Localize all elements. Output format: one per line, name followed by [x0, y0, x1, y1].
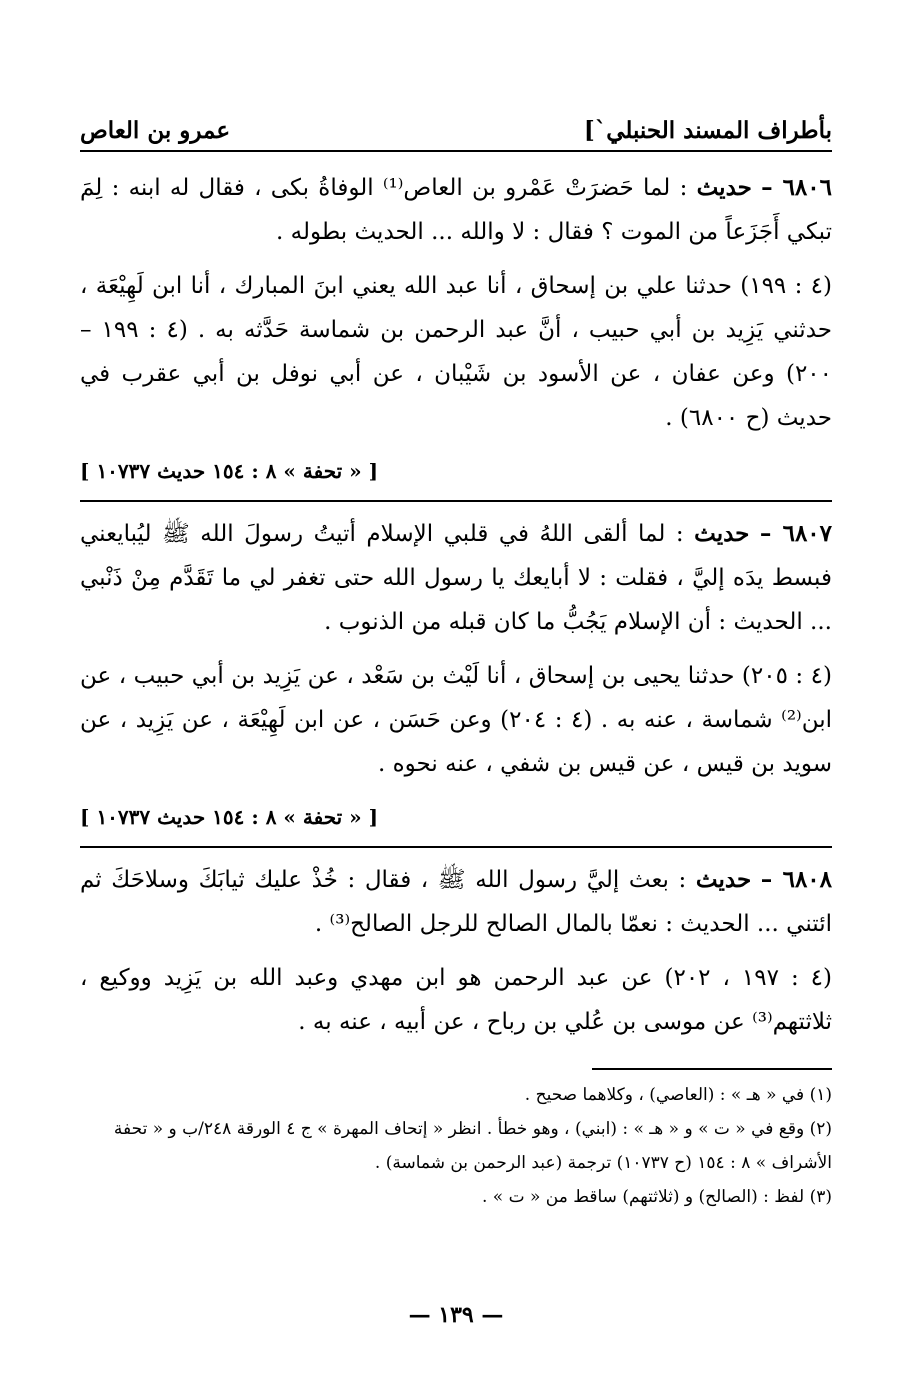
- isnad-6806: (٤ : ١٩٩) حدثنا علي بن إسحاق ، أنا عبد الله يعني ابنَ المبارك ، أنا ابن لَهِيْعَة ، حدثني يَزِيد بن أبي حبيب ، أنَّ عبد الرحمن بن شماسة حَدَّثه به . (٤ : ١٩٩ – ٢٠٠) وعن عفان ، عن الأسود بن شَيْبان ، عن أبي نوفل بن أبي عقرب في حديث (ح ٦٨٠٠) .: [80, 273, 833, 431]
- footnote-3: (٣) لفظ : (الصالح) و (ثلاثتهم) ساقط من « ت » .: [481, 1187, 832, 1207]
- hadith-text: : لما ألقى اللهُ في قلبي الإسلام أتيتُ رسولَ الله ﷺ ليُبايعني فبسط يدَه إليَّ ، فقلت : لا أبايعك يا رسول الله حتى تغفر لي ما تَقَدَّم مِنْ ذَنْبي ... الحديث : أن الإسلام يَجُبُّ ما كان قبله من الذنوب .: [80, 521, 832, 635]
- footnote-rule: [592, 1068, 832, 1070]
- hadith-keyword: حديث: [694, 520, 750, 547]
- hadith-keyword: حديث: [695, 866, 752, 893]
- hadith-number: ٦٨٠٨ –: [760, 866, 833, 893]
- footnote-2: (٢) وقع في « ت » و « هـ » : (ابني) ، وهو خطأ . انظر « إتحاف المهرة » ج ٤ الورقة ٢٤٨/ب و « تحفة الأشراف » ٨ : ١٥٤ (ح ١٠٧٣٧) ترجمة (عبد الرحمن بن شماسة) .: [113, 1119, 832, 1173]
- footnotes: [80, 1078, 832, 1214]
- isnad-6807: (٤ : ٢٠٥) حدثنا يحيى بن إسحاق ، أنا لَيْث بن سَعْد ، عن يَزِيد بن أبي حبيب ، عن ابن⁽²⁾ شماسة ، عنه به . (٤ : ٢٠٤) وعن حَسَن ، عن ابن لَهِيْعَة ، عن يَزِيد ، عن سويد بن قيس ، عن قيس بن شفي ، عنه نحوه .: [80, 663, 832, 777]
- tuhfa-ref-6806: [ « تحفة » ٨ : ١٥٤ حديث ١٠٧٣٧ ]: [80, 459, 379, 483]
- hadith-6808: [80, 846, 832, 946]
- hadith-6807: [80, 500, 832, 644]
- hadith-text: : لما حَضرَتْ عَمْرو بن العاص⁽¹⁾ الوفاةُ بكى ، فقال له ابنه : لِمَ تبكي أَجَزَعاً من الموت ؟ فقال : لا والله ... الحديث بطوله .: [80, 175, 832, 245]
- book-page: [80, 96, 832, 1336]
- hadith-number: ٦٨٠٧ –: [759, 520, 833, 547]
- isnad-6808: (٤ : ١٩٧ ، ٢٠٢) عن عبد الرحمن هو ابن مهدي وعبد الله بن يَزِيد ووكيع ، ثلاثتهم⁽³⁾ عن موسى بن عُلي بن رباح ، عن أبيه ، عنه به .: [80, 965, 833, 1035]
- hadith-keyword: حديث: [696, 174, 752, 201]
- hadith-text: : بعث إليَّ رسول الله ﷺ ، فقال : خُذْ عليك ثيابَكَ وسلاحَكَ ثم ائتني ... الحديث : نعمّا بالمال الصالح للرجل الصالح⁽³⁾ .: [80, 867, 832, 937]
- footnote-1: (١) في « هـ » : (العاصي) ، وكلاهما صحيح .: [524, 1085, 832, 1105]
- hadith-6806: [80, 166, 832, 254]
- header-chapter: عمرو بن العاص: [80, 117, 231, 144]
- page-number: — ١٣٩ —: [408, 1302, 504, 1328]
- hadith-number: ٦٨٠٦ –: [761, 174, 832, 201]
- tuhfa-ref-6807: [ « تحفة » ٨ : ١٥٤ حديث ١٠٧٣٧ ]: [80, 805, 379, 829]
- running-header: [80, 96, 832, 152]
- header-book-title: بأطراف المسند الحنبلي`]: [583, 117, 832, 144]
